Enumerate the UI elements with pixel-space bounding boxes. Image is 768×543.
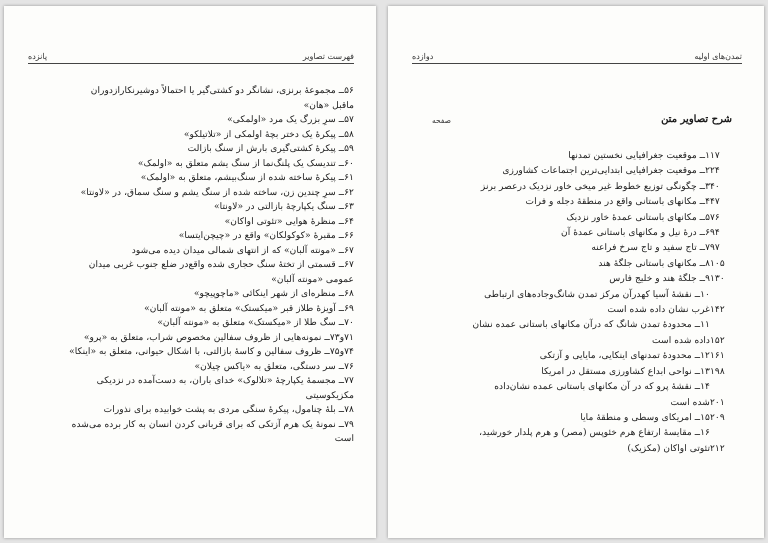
list-item: مکزیکوسیتی	[305, 389, 354, 401]
list-item: ۵۶ــ مجموعهٔ برنزی، نشانگر دو کشتی‌گیر یا احتمالاً دوشیرنکارازدوران	[90, 85, 354, 96]
list-item: ۵۷ــ سرِ بزرگ یک مرد «اولمکی»	[227, 114, 354, 125]
toc-row	[428, 194, 736, 209]
list-item: ۶۶ــ مقبرهٔ «کوکولکان» واقع در «چیچن‌ایتسا»	[178, 230, 354, 241]
toc-page: ۷۶	[710, 211, 720, 223]
toc-entry: ۴ــ مکانهای باستانی واقع در منطقهٔ دجله و فرات	[525, 196, 710, 208]
toc-row	[428, 410, 736, 425]
toc-page: ۱۴۲	[710, 304, 725, 316]
plates-list	[28, 84, 354, 447]
page-column-label: صفحه	[432, 116, 452, 125]
toc-page: ۹۴	[710, 227, 720, 239]
list-item: ۶۹ــ آویزهٔ طلاز قبر «میکستک» متعلق به «مونته آلبان»	[144, 302, 354, 314]
toc-entry: ۱ــ موقعیت جغرافیایی نخستین تمدنها	[568, 150, 710, 161]
right-running-head	[412, 52, 742, 64]
right-running-title: تمدن‌های اولیه	[694, 52, 742, 61]
list-item: ۶۲ــ سرِ چندین زن، ساخته شده از سنگ یشم و سنگ سماق، در «لاونتا»	[80, 186, 354, 198]
left-page	[4, 6, 376, 538]
toc-row	[428, 348, 736, 363]
toc-row	[428, 271, 736, 286]
toc-row	[428, 364, 736, 379]
list-item: ۵۸ــ پیکرهٔ یک دختر بچهٔ اولمکی از «تلاتیلکو»	[183, 128, 354, 140]
toc-entry: شده است	[670, 396, 710, 408]
toc-row	[428, 441, 736, 456]
toc-row	[428, 425, 736, 440]
toc-entry: ۷ــ تاج سفید و تاج سرخ فراعنه	[591, 242, 710, 254]
list-item: ۶۸ــ منظره‌ای از شهر اینکائی «ماچوپیچو»	[193, 288, 354, 299]
list-item: ۷۴و۷۵ــ ظروف سفالین و کاسهٔ بازالتی، با اشکال حیوانی، متعلق به «اینکا»	[69, 346, 354, 357]
toc-page: ۲۴	[710, 165, 720, 177]
toc-entry: ۲ــ موقعیت جغرافیایی ابتدایی‌ترین اجتماعات کشاورزی	[502, 165, 710, 177]
toc-entry: ۵ــ مکانهای باستانی عمدهٔ خاور نزدیک	[566, 211, 710, 223]
toc-row	[428, 256, 736, 271]
toc-entry: ۱۱ــ محدودهٔ تمدن شانگ که درآن مکانهای باستانی عمده نشان	[472, 319, 710, 331]
list-item: ۷۱و۷۳ــ نمونه‌هایی از ظروف سفالین مخصوص شراب، متعلق به «پرو»	[83, 331, 354, 343]
toc-row	[428, 333, 736, 348]
toc-entry: ۱۲ــ محدودهٔ تمدنهای اینکایی، مایایی و آزتکی	[539, 350, 710, 362]
list-item: ۶۰ــ تندیسک یک پلنگ‌نما از سنگ یشم متعلق به «اولمک»	[137, 157, 354, 169]
toc-page: ۱۷	[710, 150, 720, 161]
page-title: شرح تصاویر متن	[661, 114, 732, 125]
toc-page: ۱۹۸	[710, 365, 725, 377]
toc-page: ۴۰	[710, 180, 720, 192]
list-item: ۵۹ــ پیکرهٔ کشتی‌گیری بارش از سنگ بازالت	[187, 143, 354, 154]
toc-entry: غرب نشان داده شده است	[607, 304, 710, 316]
toc-row	[428, 148, 736, 163]
left-page-number: پانزده	[28, 52, 48, 61]
toc-entry: ۶ــ درهٔ نیل و مکانهای باستانی عمدهٔ آن	[561, 227, 710, 239]
left-running-title: فهرست تصاویر	[302, 52, 354, 61]
toc-entry: ۱۶ــ مقایسهٔ ارتفاع هرم خئوپس (مصر) و هرم پلدار خورشید،	[479, 427, 710, 439]
figures-toc	[428, 148, 736, 456]
toc-page: ۱۳۰	[710, 273, 725, 285]
list-item: ۶۴ــ منظرهٔ هوایی «تئوتی اواکان»	[224, 215, 354, 227]
toc-page: ۴۷	[710, 196, 720, 208]
toc-page: ۱۰۵	[710, 257, 725, 269]
toc-header	[432, 114, 732, 130]
list-item: ۶۳ــ سنگ یکپارچهٔ بازالتی در «لاونتا»	[214, 201, 354, 212]
toc-row	[428, 379, 736, 394]
toc-page: ۲۰۱	[710, 396, 725, 408]
list-item: ماقبل «هان»	[303, 99, 354, 111]
list-item: ۶۷ــ قسمتی از تختهٔ سنگ حجاری شده واقع‌در ضلع جنوب غربی میدان	[88, 259, 354, 270]
toc-entry: ۱۰ــ نقشهٔ آسیا کهدرآن مرکز تمدن شانگ‌وجاده‌های ارتباطی	[484, 288, 710, 300]
toc-row	[428, 163, 736, 178]
toc-row	[428, 395, 736, 410]
toc-row	[428, 179, 736, 194]
toc-row	[428, 225, 736, 240]
toc-entry: ۹ــ جلگهٔ هند و خلیج فارس	[609, 273, 710, 285]
list-item: عمومی «مونته آلبان»	[271, 273, 354, 285]
list-item: ۶۷ــ «مونته آلبان» که از انتهای شمالی میدان دیده می‌شود	[131, 244, 354, 256]
toc-entry: ۳ــ چگونگی توزیع خطوط غیر میخی خاور نزدیک درعصر برنز	[480, 180, 710, 192]
list-item: است	[334, 433, 354, 444]
list-item: ۷۸ــ بلهٔ چنامول، پیکرهٔ سنگی مردی به پشت خوابیده برای نذورات	[103, 404, 354, 415]
toc-entry: داده شده است	[652, 334, 710, 346]
list-item: ۷۶ــ سر دستگی، متعلق به «یاکس چیلان»	[194, 360, 354, 372]
toc-entry: ۱۳ــ نواحی ابداع کشاورزی مستقل در امریکا	[541, 365, 710, 377]
toc-row	[428, 240, 736, 255]
toc-entry: ۱۴ــ نقشهٔ پرو که در آن مکانهای باستانی عمده نشان‌داده	[494, 381, 710, 393]
left-running-head	[28, 52, 354, 64]
toc-entry: ۸ــ مکانهای باستانی جلگهٔ هند	[598, 257, 710, 269]
toc-row	[428, 210, 736, 225]
toc-row	[428, 302, 736, 317]
toc-page: ۱۵۲	[710, 334, 725, 346]
toc-row	[428, 287, 736, 302]
list-item: ۷۷ــ مجسمهٔ یکپارچهٔ «تلالوک» خدای باران، به دست‌آمده در نزدیکی	[96, 375, 354, 386]
toc-page: ۲۱۲	[710, 442, 725, 454]
toc-page: ۲۰۹	[710, 411, 725, 423]
toc-entry: تئوتی اواکان (مکزیک)	[627, 442, 710, 454]
toc-page: ۹۷	[710, 242, 720, 254]
list-item: ۷۹ــ نمونهٔ یک هرم آزتکی که برای قربانی کردن انسان به کار برده می‌شده	[71, 418, 354, 430]
right-page-number: دوازده	[412, 52, 434, 61]
toc-entry: ۱۵ــ امریکای وسطی و منطقهٔ مایا	[580, 411, 710, 423]
right-page	[388, 6, 764, 538]
toc-page: ۱۶۱	[710, 350, 725, 362]
toc-row	[428, 317, 736, 332]
list-item: ۶۱ــ پیکرهٔ ساخته شده از سنگ‌بیشم، متعلق به «اولمک»	[140, 172, 354, 183]
list-item: ۷۰ــ سگ طلا از «میکستک» متعلق به «مونته آلبان»	[157, 317, 354, 328]
